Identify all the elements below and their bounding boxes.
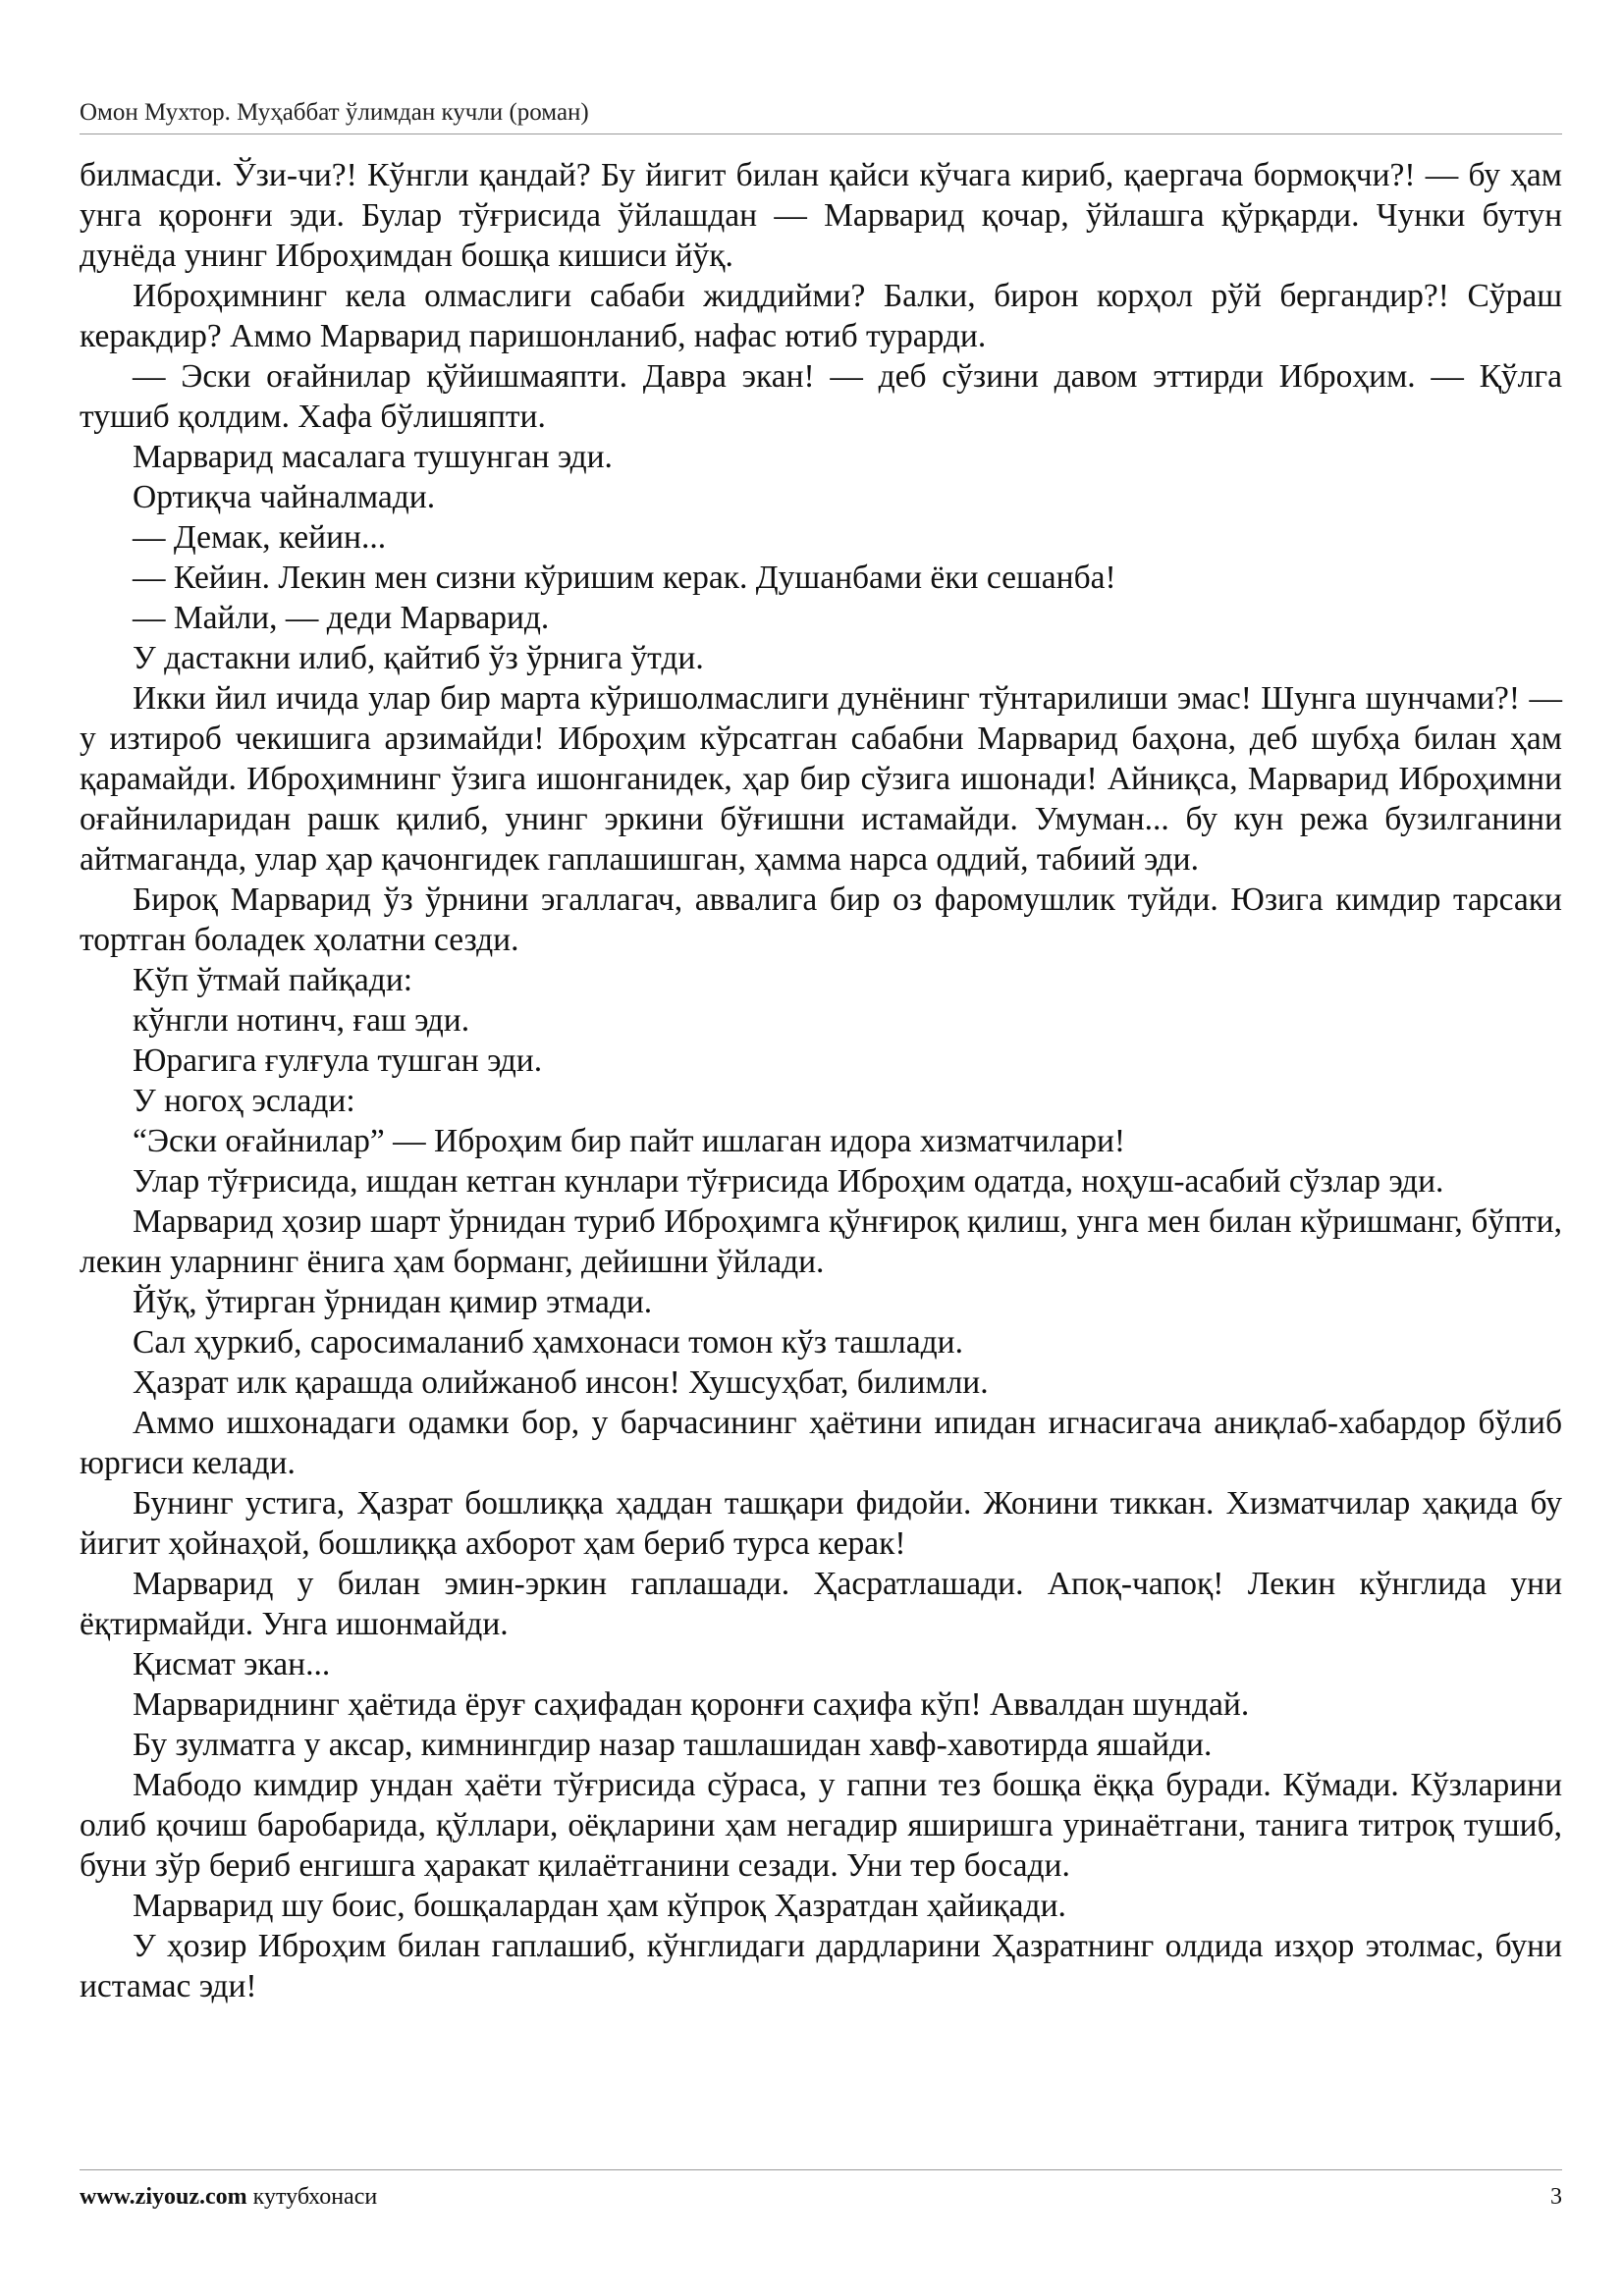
paragraph: кўнгли нотинч, ғаш эди. bbox=[133, 1002, 470, 1039]
paragraph: Қисмат экан... bbox=[133, 1646, 331, 1682]
paragraph: Марварид ҳозир шарт ўрнидан туриб Иброҳимга қўнғироқ қилиш, унга мен билан кўришманг, бўпти, лекин уларнинг ёнига ҳам борманг, дейишни ўйлади. bbox=[80, 1203, 1562, 1280]
paragraph: Марварид масалага тушунган эди. bbox=[133, 439, 613, 475]
body-text bbox=[80, 155, 1562, 2006]
paragraph: билмасди. Ўзи-чи?! Кўнгли қандай? Бу йигит билан қайси кўчага кириб, қаергача бормоқчи?! — бу ҳам унга қоронғи эди. Булар тўғрисида ўйлашдан — Марварид қочар, ўйлашга қўрқарди. Чунки бутун дунёда унинг Иброҳимдан бошқа кишиси йўқ. bbox=[80, 157, 1562, 274]
footer-divider bbox=[80, 2169, 1562, 2170]
paragraph: Иброҳимнинг кела олмаслиги сабаби жиддийми? Балки, бирон корҳол рўй бергандир?! Сўраш керакдир? Аммо Марварид паришонланиб, нафас ютиб турарди. bbox=[80, 278, 1562, 354]
paragraph: — Кейин. Лекин мен сизни кўришим керак. Душанбами ёки сешанба! bbox=[133, 560, 1116, 596]
paragraph: Мабодо кимдир ундан ҳаёти тўғрисида сўраса, у гапни тез бошқа ёққа буради. Кўмади. Кўзларини олиб қочиш баробарида, қўллари, оёқларини ҳам негадир яширишга уринаётгани, танига титроқ тушиб, буни зўр бериб енгишга ҳаракат қилаётганини сезади. Уни тер босади. bbox=[80, 1767, 1562, 1884]
paragraph: Ортиқча чайналмади. bbox=[133, 479, 436, 515]
page-number: 3 bbox=[1550, 2184, 1562, 2210]
paragraph: Бунинг устига, Ҳазрат бошлиққа ҳаддан ташқари фидойи. Жонини тиккан. Хизматчилар ҳақида бу йигит ҳойнаҳой, бошлиққа ахборот ҳам бериб турса керак! bbox=[80, 1485, 1562, 1562]
paragraph: Бироқ Марварид ўз ўрнини эгаллагач, аввалига бир оз фаромушлик туйди. Юзига кимдир тарсаки тортган боладек ҳолатни сезди. bbox=[80, 881, 1562, 958]
paragraph: — Майли, — деди Марварид. bbox=[133, 600, 550, 636]
paragraph: Бу зулматга у аксар, кимнингдир назар ташлашидан хавф-хавотирда яшайди. bbox=[133, 1727, 1213, 1763]
footer-library-label: кутубхонаси bbox=[246, 2184, 378, 2210]
footer-site-link[interactable]: www.ziyouz.com bbox=[80, 2184, 247, 2210]
paragraph: Улар тўғрисида, ишдан кетган кунлари тўғрисида Иброҳим одатда, ноҳуш-асабий сўзлар эди. bbox=[133, 1163, 1444, 1200]
header-divider bbox=[80, 133, 1562, 134]
paragraph: Икки йил ичида улар бир марта кўришолмаслиги дунёнинг тўнтарилиши эмас! Шунга шунчами?! — у изтироб чекишига арзимайди! Иброҳим кўрсатган сабабни Марварид баҳона, деб шубҳа билан ҳам қарамайди. Иброҳимнинг ўзига ишонганидек, ҳар бир сўзига ишонади! Айниқса, Марварид Иброҳимни оғайниларидан рашк қилиб, унинг эркини бўғишни истамайди. Умуман... бу кун режа бузилганини айтмаганда, улар ҳар қачонгидек гаплашишган, ҳамма нарса оддий, табиий эди. bbox=[80, 680, 1562, 878]
paragraph: — Демак, кейин... bbox=[133, 519, 387, 556]
paragraph: Аммо ишхонадаги одамки бор, у барчасининг ҳаётини ипидан игнасигача аниқлаб-хабардор бўлиб юргиси келади. bbox=[80, 1405, 1562, 1481]
paragraph: У ногоҳ эслади: bbox=[133, 1083, 355, 1119]
paragraph: — Эски оғайнилар қўйишмаяпти. Давра экан! — деб сўзини давом эттирди Иброҳим. — Қўлга тушиб қолдим. Хафа бўлишяпти. bbox=[80, 358, 1562, 435]
paragraph: Марварид шу боис, бошқалардан ҳам кўпроқ Ҳазратдан ҳайиқади. bbox=[133, 1888, 1066, 1924]
paragraph: Йўқ, ўтирган ўрнидан қимир этмади. bbox=[133, 1284, 653, 1320]
paragraph: Ҳазрат илк қарашда олийжаноб инсон! Хушсуҳбат, билимли. bbox=[133, 1364, 989, 1401]
paragraph: Сал ҳуркиб, саросималаниб ҳамхонаси томон кўз ташлади. bbox=[133, 1324, 963, 1361]
paragraph: Марварид у билан эмин-эркин гаплашади. Ҳасратлашади. Апоқ-чапоқ! Лекин кўнглида уни ёқтирмайди. Унга ишонмайди. bbox=[80, 1566, 1562, 1642]
paragraph: “Эски оғайнилар” — Иброҳим бир пайт ишлаган идора хизматчилари! bbox=[133, 1123, 1126, 1159]
running-header: Омон Мухтор. Муҳаббат ўлимдан кучли (роман) bbox=[80, 99, 589, 126]
paragraph: У ҳозир Иброҳим билан гаплашиб, кўнглидаги дардларини Ҳазратнинг олдида изҳор этолмас, буни истамас эди! bbox=[80, 1928, 1562, 2004]
paragraph: Марвариднинг ҳаётида ёруғ саҳифадан қоронғи саҳифа кўп! Аввалдан шундай. bbox=[133, 1686, 1250, 1723]
paragraph: У дастакни илиб, қайтиб ўз ўрнига ўтди. bbox=[133, 640, 704, 676]
paragraph: Кўп ўтмай пайқади: bbox=[133, 962, 413, 998]
paragraph: Юрагига ғулғула тушган эди. bbox=[133, 1042, 543, 1079]
footer-credit bbox=[80, 2182, 377, 2212]
